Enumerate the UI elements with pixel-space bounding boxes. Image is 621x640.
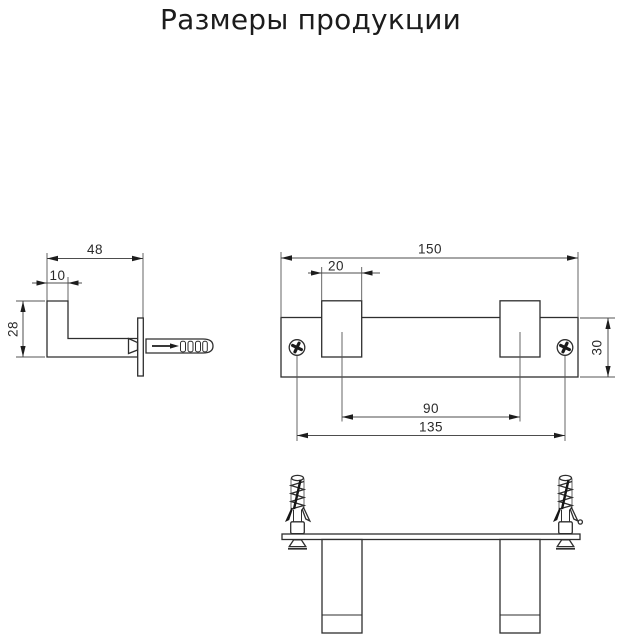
dim-front-bar-height	[590, 318, 611, 377]
front-view	[281, 242, 615, 442]
dim-side-height	[6, 301, 26, 357]
hook-post-right-top	[500, 540, 540, 634]
dim-front-total-width	[281, 242, 578, 261]
dim-front-total-width-label: 150	[417, 241, 443, 257]
dim-front-hook-width-label: 20	[327, 258, 345, 274]
side-view-extension-lines	[16, 253, 143, 357]
dim-front-hook-width	[308, 259, 380, 276]
dim-side-depth-label: 48	[86, 242, 104, 257]
phillips-screw-left-icon	[289, 340, 305, 356]
dim-side-height-label: 28	[5, 320, 21, 338]
hook-post-left-top	[322, 540, 362, 634]
page-title: Размеры продукции	[160, 3, 461, 36]
wall-plate	[138, 318, 144, 376]
rail-bar-edge	[282, 534, 580, 540]
wall-anchor-side	[146, 339, 213, 353]
dim-side-lip-label: 10	[49, 268, 66, 283]
dim-front-bar-height-label: 30	[589, 339, 605, 356]
dim-side-depth	[47, 242, 143, 261]
dim-front-hook-centers	[342, 401, 520, 420]
top-view	[282, 475, 582, 633]
hook-profile	[47, 301, 138, 357]
dim-front-hook-centers-label: 90	[422, 401, 440, 416]
side-view	[6, 242, 214, 376]
countersunk-screw-icon	[129, 339, 138, 354]
phillips-screw-right-icon	[557, 340, 573, 356]
dim-front-screw-centers	[297, 420, 565, 439]
dim-front-screw-centers-label: 135	[418, 419, 444, 435]
dim-side-lip	[32, 268, 82, 286]
